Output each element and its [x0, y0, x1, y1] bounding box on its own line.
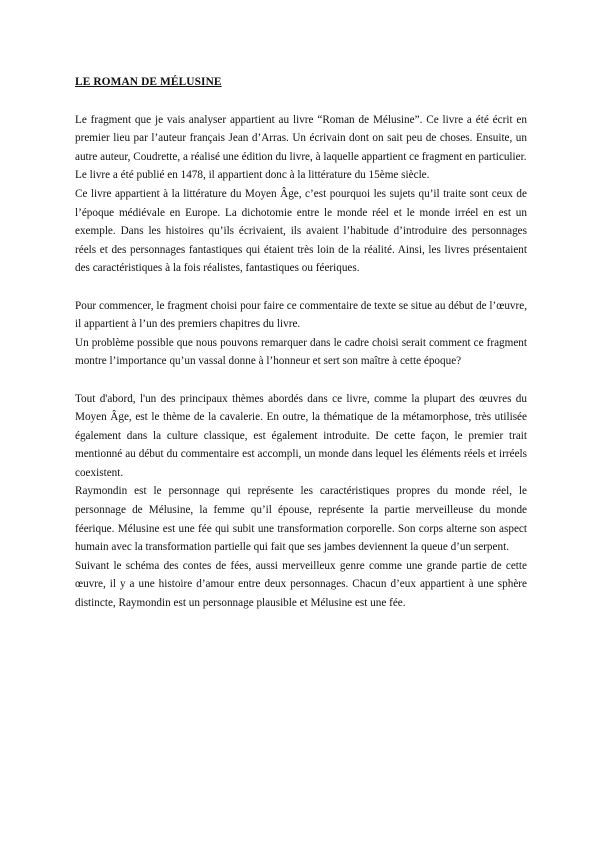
paragraph-gap — [75, 371, 527, 390]
document-title: LE ROMAN DE MÉLUSINE — [75, 76, 222, 88]
paragraph-problem: Un problème possible que nous pouvons remarquer dans le cadre choisi serait comment ce fragment montre l’importance qu’un vassal donne à l’honneur et sert son maître à cette époque? — [75, 336, 527, 368]
paragraph-middle-ages: Ce livre appartient à la littérature du Moyen Âge, c’est pourquoi les sujets qu’il traite sont ceux de l’époque médiévale en Europe. La dichotomie entre le monde réel et le monde irréel en est un exemple. Dans les histoires qu’ils écrivaient, ils avaient l’habitude d’introduire des personnages réels et des personnages fantastiques qui étaient très loin de la réalité. Ainsi, les livres présentaient des caractéristiques à la fois réalistes, fantastiques ou féeriques. — [75, 187, 527, 275]
paragraph-characters: Raymondin est le personnage qui représente les caractéristiques propres du monde réel, le personnage de Mélusine, la femme qu’il épouse, représente la partie merveilleuse du monde féerique. Mélusine est une fée qui subit une transformation corporelle. Son corps alterne son aspect humain avec la transformation partielle qui fait que ses jambes deviennent la queue d’un serpent. — [75, 485, 527, 554]
paragraph-fragment-location: Pour commencer, le fragment choisi pour faire ce commentaire de texte se situe au début de l’œuvre, il appartient à l’un des premiers chapitres du livre. — [75, 299, 527, 331]
paragraph-love-story: Suivant le schéma des contes de fées, aussi merveilleux genre comme une grande partie de cette œuvre, il y a une histoire d’amour entre deux personnages. Chacun d’eux appartient à une sphère distincte, Raymondin est un personnage plausible et Mélusine est une fée. — [75, 559, 527, 610]
paragraph-gap — [75, 278, 527, 297]
paragraph-publication: Le livre a été publié en 1478, il appartient donc à la littérature du 15ème siècle. — [75, 169, 430, 182]
paragraph-themes: Tout d'abord, l'un des principaux thèmes abordés dans ce livre, comme la plupart des œuvres du Moyen Âge, est le thème de la cavalerie. En outre, la thématique de la métamorphose, très utilisée également dans la culture classique, est également introduite. De cette façon, le premier trait mentionné au début du commentaire est accompli, un monde dans lequel les éléments réels et irréels coexistent. — [75, 392, 527, 479]
document-page — [75, 73, 527, 613]
paragraph-intro: Le fragment que je vais analyser appartient au livre “Roman de Mélusine”. Ce livre a été écrit en premier lieu par l’auteur français Jean d’Arras. Un écrivain dont on sait peu de choses. Ensuite, un autre auteur, Coudrette, a réalisé une édition du livre, à laquelle appartient ce fragment en particulier. — [75, 113, 527, 163]
